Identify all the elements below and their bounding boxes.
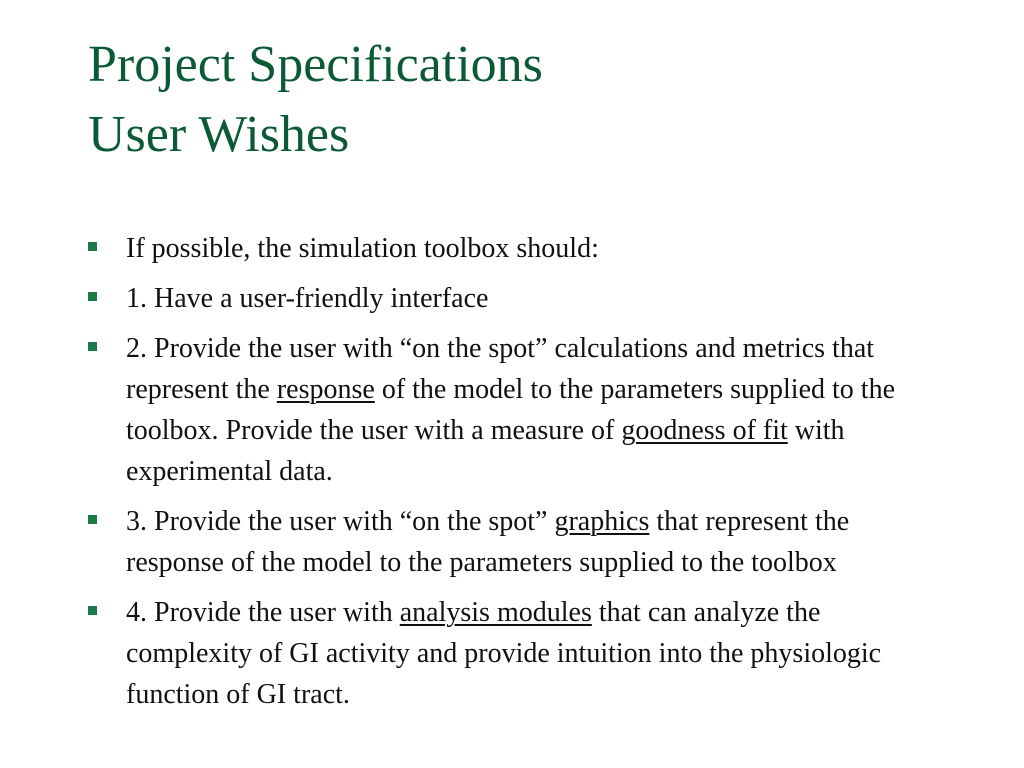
title-line-2: User Wishes [88, 106, 350, 163]
bullet-text-part: 2. Provide the user with “on the spot” calculations and metrics that represent the [126, 333, 875, 405]
underlined-term-response: response [276, 374, 375, 405]
bullet-text-part: with experimental data. [126, 415, 845, 487]
bullet-text-part: of the model to the parameters supplied to the toolbox. Provide the user with a measure of [126, 374, 895, 446]
bullet-text [126, 592, 948, 715]
square-bullet-icon [88, 292, 97, 301]
bullet-item [88, 228, 948, 269]
bullet-item [88, 592, 948, 715]
bullet-item [88, 501, 948, 583]
underlined-term-analysis-modules: analysis modules [399, 597, 592, 628]
bullet-item [88, 328, 948, 492]
bullet-item [88, 278, 948, 319]
square-bullet-icon [88, 242, 97, 251]
bullet-text-part: 3. Provide the user with “on the spot” [126, 506, 555, 537]
bullet-text-part: 4. Provide the user with [126, 597, 400, 628]
square-bullet-icon [88, 515, 97, 524]
bullet-text [126, 501, 948, 583]
bullet-text [126, 328, 948, 492]
slide-title [88, 30, 543, 170]
bullet-text: 1. Have a user-friendly interface [126, 283, 489, 314]
bullet-text: If possible, the simulation toolbox should: [126, 233, 599, 264]
bullet-text-part: that can analyze the complexity of GI activity and provide intuition into the physiologic function of GI tract. [126, 597, 882, 710]
square-bullet-icon [88, 342, 97, 351]
underlined-term-goodness-of-fit: goodness of fit [621, 415, 788, 446]
bullet-text-part: that represent the response of the model to the parameters supplied to the toolbox [126, 506, 850, 578]
title-line-1: Project Specifications [88, 36, 543, 93]
underlined-term-graphics: graphics [554, 506, 650, 537]
square-bullet-icon [88, 606, 97, 615]
bullet-list [88, 228, 948, 724]
